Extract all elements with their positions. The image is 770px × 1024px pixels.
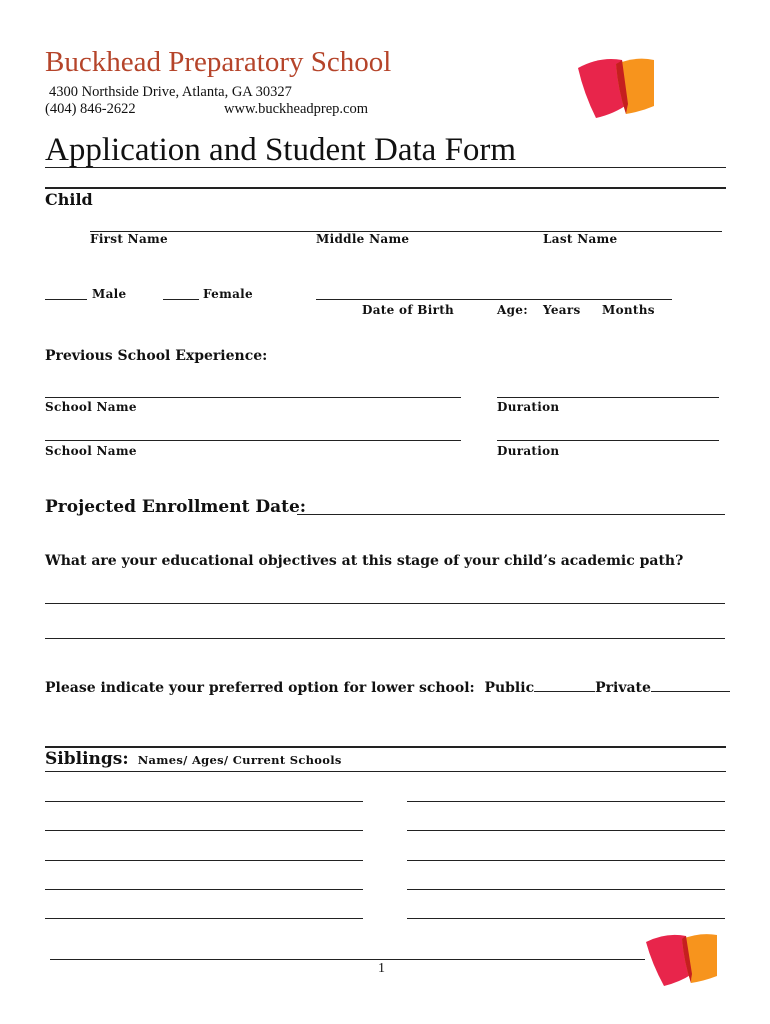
enrollment-date-line[interactable] [297,514,725,515]
school-name-label-2: School Name [45,444,137,458]
form-title: Application and Student Data Form [45,132,517,168]
school-website: www.buckheadprep.com [224,101,369,117]
middle-name-label: Middle Name [316,232,410,246]
school-phone: (404) 846-2622 [45,101,136,117]
previous-school-heading: Previous School Experience: [45,348,268,364]
school-name-line-1[interactable] [45,397,461,398]
sibling-line-left-1[interactable] [45,801,363,802]
sibling-line-right-4[interactable] [407,889,725,890]
female-blank[interactable] [163,299,199,300]
dob-label: Date of Birth [362,303,455,317]
male-blank[interactable] [45,299,87,300]
dob-age-line[interactable] [316,299,672,300]
sibling-line-right-5[interactable] [407,918,725,919]
objectives-line-1[interactable] [45,603,725,604]
sibling-line-right-3[interactable] [407,860,725,861]
enrollment-label: Projected Enrollment Date: [45,497,307,517]
first-name-label: First Name [90,232,168,246]
duration-label-2: Duration [497,444,560,458]
child-heading: Child [45,190,93,209]
sibling-line-left-5[interactable] [45,918,363,919]
sibling-line-left-4[interactable] [45,889,363,890]
school-name-label-1: School Name [45,400,137,414]
objectives-line-2[interactable] [45,638,725,639]
sibling-line-right-1[interactable] [407,801,725,802]
section-divider [45,187,726,189]
months-label: Months [602,303,655,317]
sibling-line-left-3[interactable] [45,860,363,861]
public-blank[interactable] [534,677,595,692]
school-name-line-2[interactable] [45,440,461,441]
title-underline [45,167,726,168]
male-label: Male [92,287,127,301]
siblings-underline [45,771,726,772]
duration-line-1[interactable] [497,397,719,398]
private-label: Private [595,680,651,696]
lower-school-question: Please indicate your preferred option for lower school: [45,680,475,696]
years-label: Years [543,303,581,317]
school-name: Buckhead Preparatory School [45,46,392,78]
age-label: Age: [497,303,528,317]
page-number: 1 [378,961,385,976]
siblings-heading: Siblings: [45,749,129,769]
siblings-subheading: Names/ Ages/ Current Schools [137,753,342,767]
siblings-header [45,749,342,769]
footer-rule [50,959,645,960]
duration-line-2[interactable] [497,440,719,441]
last-name-label: Last Name [543,232,618,246]
lower-school-row [45,677,730,696]
sibling-line-left-2[interactable] [45,830,363,831]
school-logo [574,54,658,120]
siblings-divider [45,746,726,748]
school-address: 4300 Northside Drive, Atlanta, GA 30327 [49,84,292,100]
private-blank[interactable] [651,677,730,692]
footer-logo [644,930,720,988]
duration-label-1: Duration [497,400,560,414]
objectives-question: What are your educational objectives at this stage of your child’s academic path? [45,553,684,569]
sibling-line-right-2[interactable] [407,830,725,831]
female-label: Female [203,287,253,301]
public-label: Public [484,680,535,696]
